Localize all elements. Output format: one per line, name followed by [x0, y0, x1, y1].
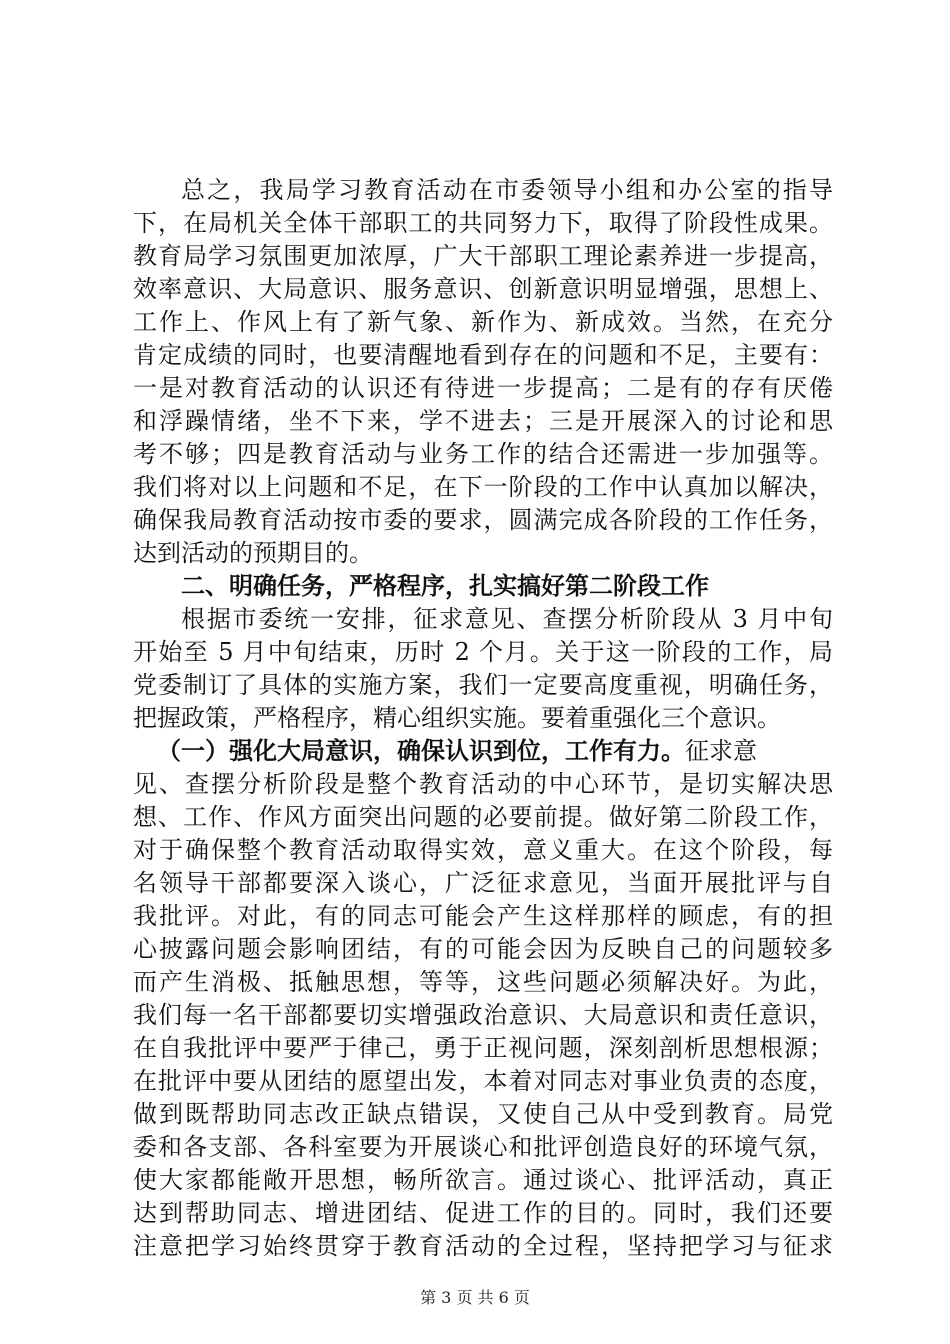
paragraph-1-line-4: 效率意识、大局意识、服务意识、创新意识明显增强，思想上、	[133, 275, 833, 303]
paragraph-2-line-2: 开始至 5 月中旬结束，历时 2 个月。关于这一阶段的工作，局	[133, 638, 833, 666]
paragraph-1-line-9: 考不够；四是教育活动与业务工作的结合还需进一步加强等。	[133, 440, 833, 468]
paragraph-2-line-1: 根据市委统一安排，征求意见、查摆分析阶段从 3 月中旬	[181, 605, 833, 633]
paragraph-3-line-14: 使大家都能敞开思想，畅所欲言。通过谈心、批评活动，真正	[133, 1166, 833, 1194]
paragraph-2-line-4: 把握政策，严格程序，精心组织实施。要着重强化三个意识。	[133, 704, 781, 732]
paragraph-3-line-9: 我们每一名干部都要切实增强政治意识、大局意识和责任意识，	[133, 1001, 833, 1029]
paragraph-3-line-10: 在自我批评中要严于律己，勇于正视问题，深刻剖析思想根源；	[133, 1034, 833, 1062]
paragraph-3-line-2: 见、查摆分析阶段是整个教育活动的中心环节，是切实解决思	[133, 770, 833, 798]
paragraph-3-line-15: 达到帮助同志、增进团结、促进工作的目的。同时，我们还要	[133, 1199, 833, 1227]
paragraph-2-line-3: 党委制订了具体的实施方案，我们一定要高度重视，明确任务，	[133, 671, 833, 699]
paragraph-3-line-8: 而产生消极、抵触思想，等等，这些问题必须解决好。为此，	[133, 968, 833, 996]
paragraph-3-line-3: 想、工作、作风方面突出问题的必要前提。做好第二阶段工作，	[133, 803, 833, 831]
page-number-footer: 第 3 页 共 6 页	[420, 1288, 530, 1307]
subsection-heading-1: （一）强化大局意识，确保认识到位，工作有力。	[157, 737, 685, 765]
paragraph-1-line-8: 和浮躁情绪，坐不下来，学不进去；三是开展深入的讨论和思	[133, 407, 833, 435]
paragraph-3-line-11: 在批评中要从团结的愿望出发，本着对同志对事业负责的态度，	[133, 1067, 833, 1095]
paragraph-3-line-13: 委和各支部、各科室要为开展谈心和批评创造良好的环境气氛，	[133, 1133, 833, 1161]
paragraph-1-line-12: 达到活动的预期目的。	[133, 539, 373, 567]
paragraph-3-line-16: 注意把学习始终贯穿于教育活动的全过程，坚持把学习与征求	[133, 1232, 833, 1260]
paragraph-1-line-2: 下，在局机关全体干部职工的共同努力下，取得了阶段性成果。	[133, 209, 833, 237]
paragraph-1-line-1: 总之，我局学习教育活动在市委领导小组和办公室的指导	[181, 176, 833, 204]
paragraph-1-line-11: 确保我局教育活动按市委的要求，圆满完成各阶段的工作任务，	[133, 506, 833, 534]
paragraph-3-line-12: 做到既帮助同志改正缺点错误，又使自己从中受到教育。局党	[133, 1100, 833, 1128]
paragraph-3-line-6: 我批评。对此，有的同志可能会产生这样那样的顾虑，有的担	[133, 902, 833, 930]
paragraph-3-line-1-rest: 征求意	[685, 737, 757, 765]
section-heading-2: 二、明确任务，严格程序，扎实搞好第二阶段工作	[181, 572, 709, 600]
paragraph-1-line-7: 一是对教育活动的认识还有待进一步提高；二是有的存有厌倦	[133, 374, 833, 402]
paragraph-1-line-5: 工作上、作风上有了新气象、新作为、新成效。当然，在充分	[133, 308, 833, 336]
paragraph-3-line-4: 对于确保整个教育活动取得实效，意义重大。在这个阶段，每	[133, 836, 833, 864]
paragraph-3-line-7: 心披露问题会影响团结，有的可能会因为反映自己的问题较多	[133, 935, 833, 963]
paragraph-1-line-6: 肯定成绩的同时，也要清醒地看到存在的问题和不足，主要有：	[133, 341, 833, 369]
paragraph-1-line-10: 我们将对以上问题和不足，在下一阶段的工作中认真加以解决，	[133, 473, 833, 501]
paragraph-3-line-1	[157, 734, 833, 768]
paragraph-1-line-3: 教育局学习氛围更加浓厚，广大干部职工理论素养进一步提高，	[133, 242, 833, 270]
paragraph-3-line-5: 名领导干部都要深入谈心，广泛征求意见，当面开展批评与自	[133, 869, 833, 897]
